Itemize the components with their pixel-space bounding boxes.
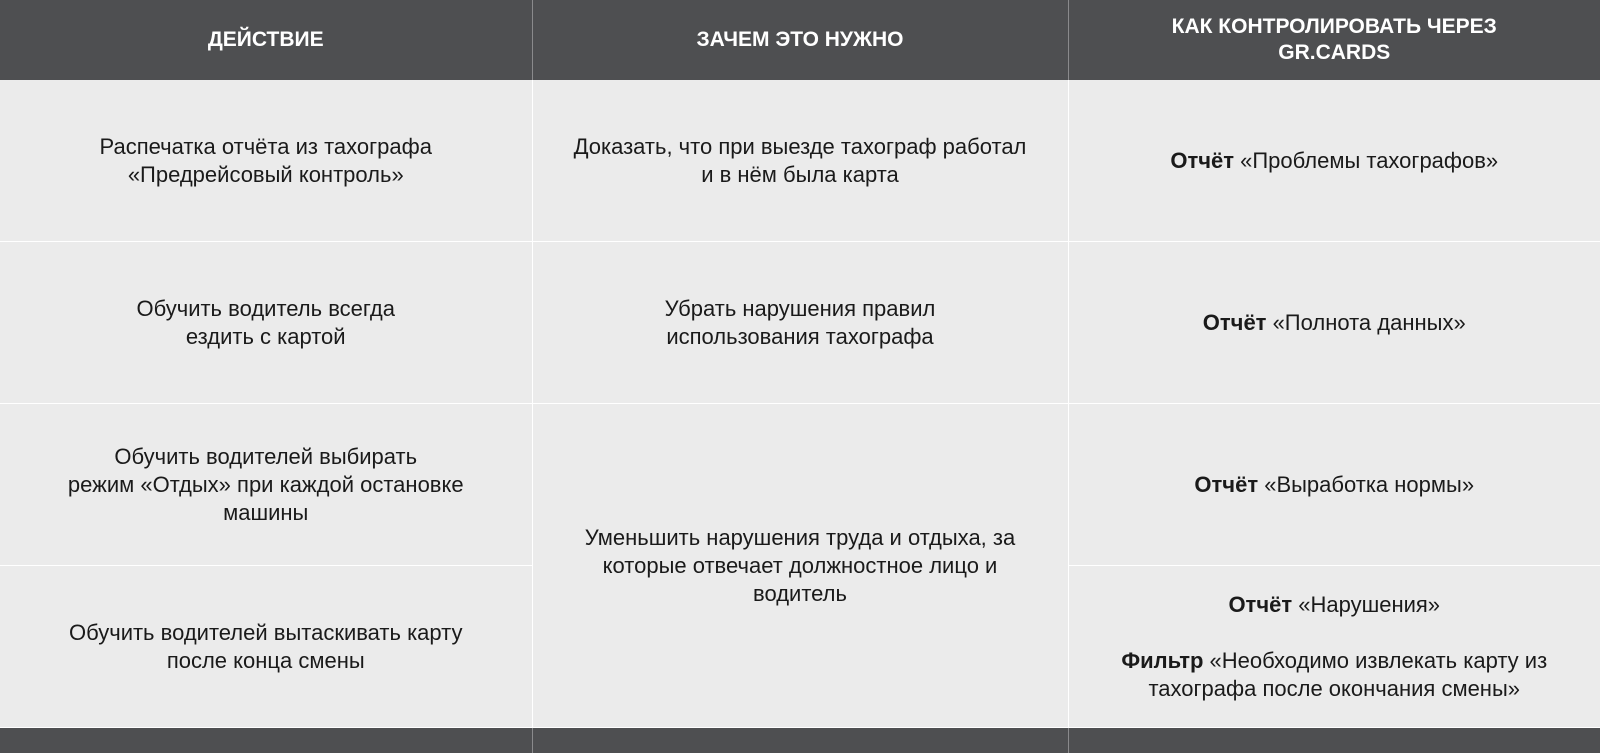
reason-text: использования тахографа bbox=[563, 323, 1038, 351]
control-text bbox=[1099, 309, 1571, 337]
filter-label: Фильтр bbox=[1121, 648, 1203, 673]
control-cell bbox=[1068, 404, 1600, 566]
table-row bbox=[0, 80, 1600, 242]
footer-bar bbox=[0, 728, 1600, 753]
action-text: ездить с картой bbox=[30, 323, 502, 351]
control-name: «Нарушения» bbox=[1292, 592, 1440, 617]
action-text: Обучить водитель всегда bbox=[30, 295, 502, 323]
header-control: КАК КОНТРОЛИРОВАТЬ ЧЕРЕЗ GR.CARDS bbox=[1068, 0, 1600, 80]
reason-text: Уменьшить нарушения труда и отдыха, за bbox=[563, 524, 1038, 552]
action-text: после конца смены bbox=[30, 647, 502, 675]
reason-cell bbox=[532, 242, 1068, 404]
control-name: «Выработка нормы» bbox=[1258, 472, 1474, 497]
control-name: «Проблемы тахографов» bbox=[1234, 148, 1498, 173]
control-type: Отчёт bbox=[1203, 310, 1267, 335]
reason-text: Доказать, что при выезде тахограф работал bbox=[563, 133, 1038, 161]
header-action: ДЕЙСТВИЕ bbox=[0, 0, 532, 80]
action-text: машины bbox=[30, 499, 502, 527]
control-text bbox=[1099, 471, 1571, 499]
reason-text: Убрать нарушения правил bbox=[563, 295, 1038, 323]
reason-text: которые отвечает должностное лицо и bbox=[563, 552, 1038, 580]
control-name: «Полнота данных» bbox=[1266, 310, 1465, 335]
control-text bbox=[1099, 591, 1571, 619]
action-cell bbox=[0, 80, 532, 242]
footer-cell bbox=[0, 728, 532, 753]
table-row bbox=[0, 404, 1600, 566]
action-text: «Предрейсовый контроль» bbox=[30, 161, 502, 189]
reason-text: и в нём была карта bbox=[563, 161, 1038, 189]
shared-reason-cell bbox=[532, 404, 1068, 728]
control-cell bbox=[1068, 80, 1600, 242]
control-cell bbox=[1068, 566, 1600, 728]
reason-text: водитель bbox=[563, 580, 1038, 608]
reason-cell bbox=[532, 80, 1068, 242]
header-row bbox=[0, 0, 1600, 80]
action-cell bbox=[0, 566, 532, 728]
control-cell bbox=[1068, 242, 1600, 404]
action-cell bbox=[0, 404, 532, 566]
control-text bbox=[1099, 147, 1571, 175]
filter-text: тахографа после окончания смены» bbox=[1099, 675, 1571, 703]
table-row bbox=[0, 242, 1600, 404]
control-type: Отчёт bbox=[1170, 148, 1234, 173]
filter-name: «Необходимо извлекать карту из bbox=[1203, 648, 1547, 673]
action-text: Обучить водителей выбирать bbox=[30, 443, 502, 471]
control-type: Отчёт bbox=[1194, 472, 1258, 497]
action-text: Обучить водителей вытаскивать карту bbox=[30, 619, 502, 647]
action-text: режим «Отдых» при каждой остановке bbox=[30, 471, 502, 499]
header-reason: ЗАЧЕМ ЭТО НУЖНО bbox=[532, 0, 1068, 80]
control-type: Отчёт bbox=[1228, 592, 1292, 617]
footer-cell bbox=[1068, 728, 1600, 753]
spacer bbox=[1099, 619, 1571, 647]
action-text: Распечатка отчёта из тахографа bbox=[30, 133, 502, 161]
footer-cell bbox=[532, 728, 1068, 753]
action-cell bbox=[0, 242, 532, 404]
filter-text bbox=[1099, 647, 1571, 675]
